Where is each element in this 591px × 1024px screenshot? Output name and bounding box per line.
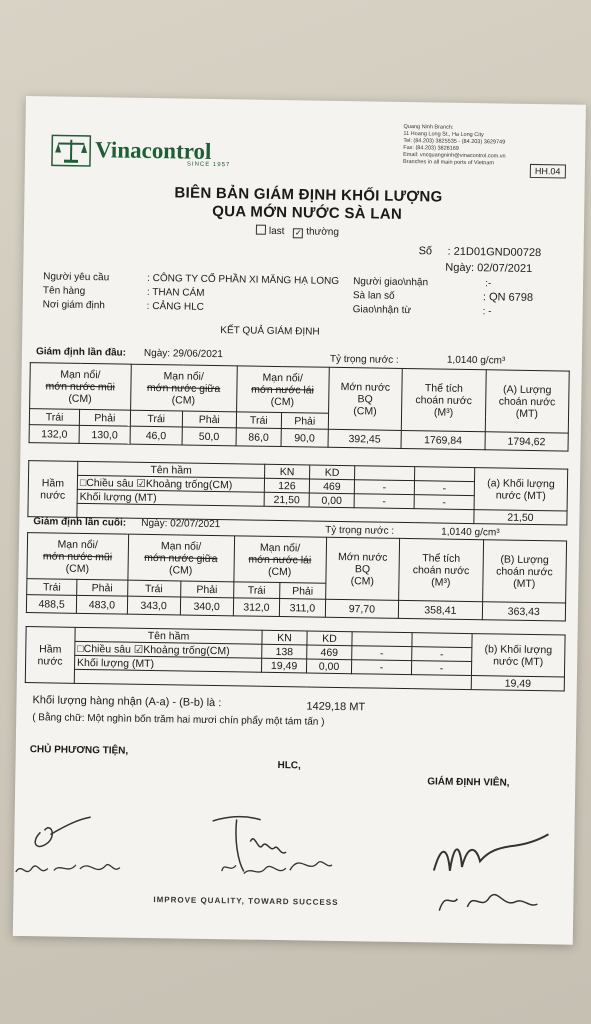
mass-kn-value: 21,50 (264, 492, 309, 507)
col-left: Trái (233, 582, 280, 599)
value-cell: 86,0 (236, 428, 282, 447)
hold-name-header: Tên hầm (75, 627, 262, 644)
result-value: 1429,18 MT (306, 700, 366, 714)
vinacontrol-scale-logo-icon (51, 134, 91, 167)
volume-header: Thể tích choán nước (M³) (402, 368, 486, 431)
value-cell: 363,43 (482, 602, 566, 621)
result-in-words: ( Bằng chữ: Một nghìn bốn trăm hai mươi chín phẩy một tám tấn ) (32, 712, 325, 728)
col-left: Trái (127, 580, 180, 597)
dash-cell: - (411, 661, 471, 676)
mid-header: Mạn nổi/ mớn nước giữa (CM) (130, 364, 237, 412)
value-cell: 358,41 (399, 600, 483, 619)
value-cell: 483,0 (77, 595, 128, 614)
col-right: Phải (77, 579, 128, 596)
value-cell: 97,70 (325, 599, 399, 618)
branch-line: Branches in all main ports of Vietnam (402, 158, 495, 167)
document-title: BIÊN BẢN GIÁM ĐỊNH KHỐI LƯỢNG (174, 184, 443, 206)
col-right: Phải (280, 583, 326, 600)
value-cell: 1769,84 (401, 430, 485, 449)
hold-name-header: Tên hầm (78, 461, 265, 478)
aft-header: Mạn nổi/ mớn nước lái (CM) (234, 536, 327, 583)
blank-cell (412, 633, 472, 648)
last-survey-date: Ngày: 02/07/2021 (141, 517, 221, 531)
checkbox-regular-checked-icon: ✓ (294, 228, 302, 238)
first-density-label: Tỷ trọng nước : (329, 353, 399, 366)
volume-header: Thể tích choán nước (M³) (399, 538, 483, 601)
result-heading: KẾT QUẢ GIÁM ĐỊNH (220, 325, 320, 338)
hlc-handwritten-signature (200, 811, 351, 893)
branch-line: Fax: (84.203) 3828169 (403, 144, 459, 152)
first-draft-table (29, 362, 570, 451)
logo-tagline: SINCE 1957 (186, 161, 231, 169)
company-logo-text: Vinacontrol (94, 137, 212, 164)
blank-cell (355, 466, 415, 481)
barge-value: : QN 6798 (482, 291, 534, 304)
survey-document (13, 96, 586, 945)
document-date: Ngày: 02/07/2021 (445, 261, 533, 275)
depth-kd-value: 469 (307, 645, 352, 660)
dash-cell: - (352, 646, 412, 661)
footer-tagline: IMPROVE QUALITY, TOWARD SUCCESS (153, 895, 339, 908)
blank-cell (352, 632, 412, 647)
kn-header: KN (262, 630, 307, 645)
ballast-label: (b) Khối lượng nước (MT) (471, 634, 565, 677)
col-left: Trái (130, 410, 183, 427)
mass-row-label: Khối lượng (MT) (77, 489, 264, 506)
last-survey-label: Giám định lần cuối: (33, 516, 127, 529)
displacement-header: (A) Lượng choán nước (MT) (485, 370, 569, 433)
value-cell: 90,0 (281, 429, 328, 448)
requester-label: Người yêu cầu (43, 271, 110, 284)
branch-line: Quang Ninh Branch: (403, 123, 454, 131)
checkbox-last-icon (256, 225, 266, 235)
value-cell: 46,0 (130, 426, 183, 445)
mass-row-label: Khối lượng (MT) (75, 655, 262, 672)
value-cell: 130,0 (79, 425, 130, 444)
col-right: Phải (281, 413, 328, 430)
requester-value: : CÔNG TY CỔ PHẦN XI MĂNG HẠ LONG (147, 272, 340, 287)
mid-header: Mạn nổi/ mớn nước giữa (CM) (127, 534, 234, 582)
value-cell: 340,0 (180, 597, 233, 616)
dash-cell: - (414, 481, 474, 496)
dash-cell: - (351, 660, 411, 675)
value-cell: 50,0 (182, 427, 236, 446)
value-cell: 312,0 (233, 598, 280, 617)
surveyor-signature-label: GIÁM ĐỊNH VIÊN, (427, 776, 510, 789)
kn-header: KN (265, 464, 310, 479)
value-cell: 488,5 (26, 595, 77, 614)
cargo-value: : THAN CÁM (146, 286, 205, 299)
result-line: Khối lượng hàng nhận (A-a) - (B-b) là : (32, 694, 222, 710)
ballast-label: (a) Khối lượng nước (MT) (474, 468, 568, 511)
last-density-value: 1,0140 g/cm³ (441, 526, 500, 539)
dash-cell: - (414, 495, 474, 510)
displacement-header: (B) Lượng choán nước (MT) (482, 540, 566, 603)
hlc-signature-label: HLC, (277, 760, 301, 772)
mass-kd-value: 0,00 (309, 493, 354, 508)
document-number: : 21D01GND00728 (447, 245, 542, 260)
mass-kn-value: 19,49 (261, 658, 306, 673)
aft-header: Mạn nổi/ mớn nước lái (CM) (236, 366, 329, 413)
so-label: Số (418, 245, 433, 258)
col-right: Phải (180, 581, 233, 598)
blank-cell (415, 467, 475, 482)
owner-signature-label: CHỦ PHƯƠNG TIỆN, (29, 744, 129, 757)
mass-kd-value: 0,00 (306, 659, 351, 674)
kd-header: KD (307, 631, 352, 646)
place-value: : CẢNG HLC (146, 300, 205, 313)
ballast-value: 21,50 (474, 510, 567, 525)
owner-handwritten-signature (9, 812, 140, 894)
last-ballast-table (25, 626, 566, 691)
value-cell: 311,0 (280, 599, 326, 618)
depth-row-label: □Chiều sâu ☑Khoảng trống(CM) (75, 641, 262, 658)
branch-line: Tel: (84.203) 3825535 - (84.203) 3629749 (403, 137, 506, 146)
dash-cell: - (354, 480, 414, 495)
col-left: Trái (27, 579, 78, 596)
surveyor-handwritten-signature (423, 820, 565, 922)
depth-kn-value: 138 (262, 644, 307, 659)
depth-kd-value: 469 (309, 479, 354, 494)
dash-cell: - (354, 494, 414, 509)
value-cell: 1794,62 (485, 432, 569, 451)
first-survey-date: Ngày: 29/06/2021 (143, 347, 224, 361)
first-survey-label: Giám định lần đầu: (35, 346, 127, 359)
ballast-value: 19,49 (471, 676, 564, 691)
dash-cell: - (412, 647, 472, 662)
last-draft-table (26, 532, 567, 621)
col-left: Trái (29, 409, 80, 426)
form-code: HH.04 (530, 164, 566, 179)
col-left: Trái (236, 412, 282, 429)
first-density-value: 1,0140 g/cm³ (446, 354, 506, 367)
value-cell: 392,45 (328, 429, 402, 448)
branch-line: 11 Hoang Long St., Ha Long City (403, 130, 484, 139)
value-cell: 343,0 (127, 596, 180, 615)
value-cell: 132,0 (29, 425, 80, 444)
from-label: Giao\nhận từ (352, 304, 412, 317)
depth-kn-value: 126 (264, 478, 309, 493)
deliverer-value: :- (485, 278, 492, 290)
last-density-label: Tỷ trọng nước : (325, 524, 395, 537)
from-value: : - (482, 306, 492, 318)
deliverer-label: Người giao\nhận (353, 276, 429, 289)
cargo-label: Tên hàng (42, 285, 86, 297)
hold-label: Hầm nước (28, 461, 78, 518)
first-ballast-table (27, 460, 568, 525)
survey-type-options: last ✓ thường (256, 225, 339, 239)
document-subtitle: QUA MỚN NƯỚC SÀ LAN (212, 202, 403, 223)
hold-label: Hầm nước (25, 627, 75, 684)
place-label: Nơi giám định (42, 299, 105, 312)
branch-line: Email: vncquangninh@vinacontrol.com.vn (403, 151, 506, 160)
fore-header: Mạn nổi/ mớn nước mũi (CM) (27, 533, 128, 581)
col-right: Phải (182, 411, 236, 428)
depth-row-label: □Chiều sâu ☑Khoảng trống(CM) (77, 475, 264, 492)
fore-header: Mạn nổi/ mớn nước mũi (CM) (30, 363, 131, 411)
kd-header: KD (310, 465, 355, 480)
mean-draft-header: Mớn nước BQ (CM) (328, 367, 403, 430)
col-right: Phải (80, 409, 131, 426)
mean-draft-header: Mớn nước BQ (CM) (325, 537, 400, 600)
barge-label: Sà lan số (352, 290, 395, 302)
